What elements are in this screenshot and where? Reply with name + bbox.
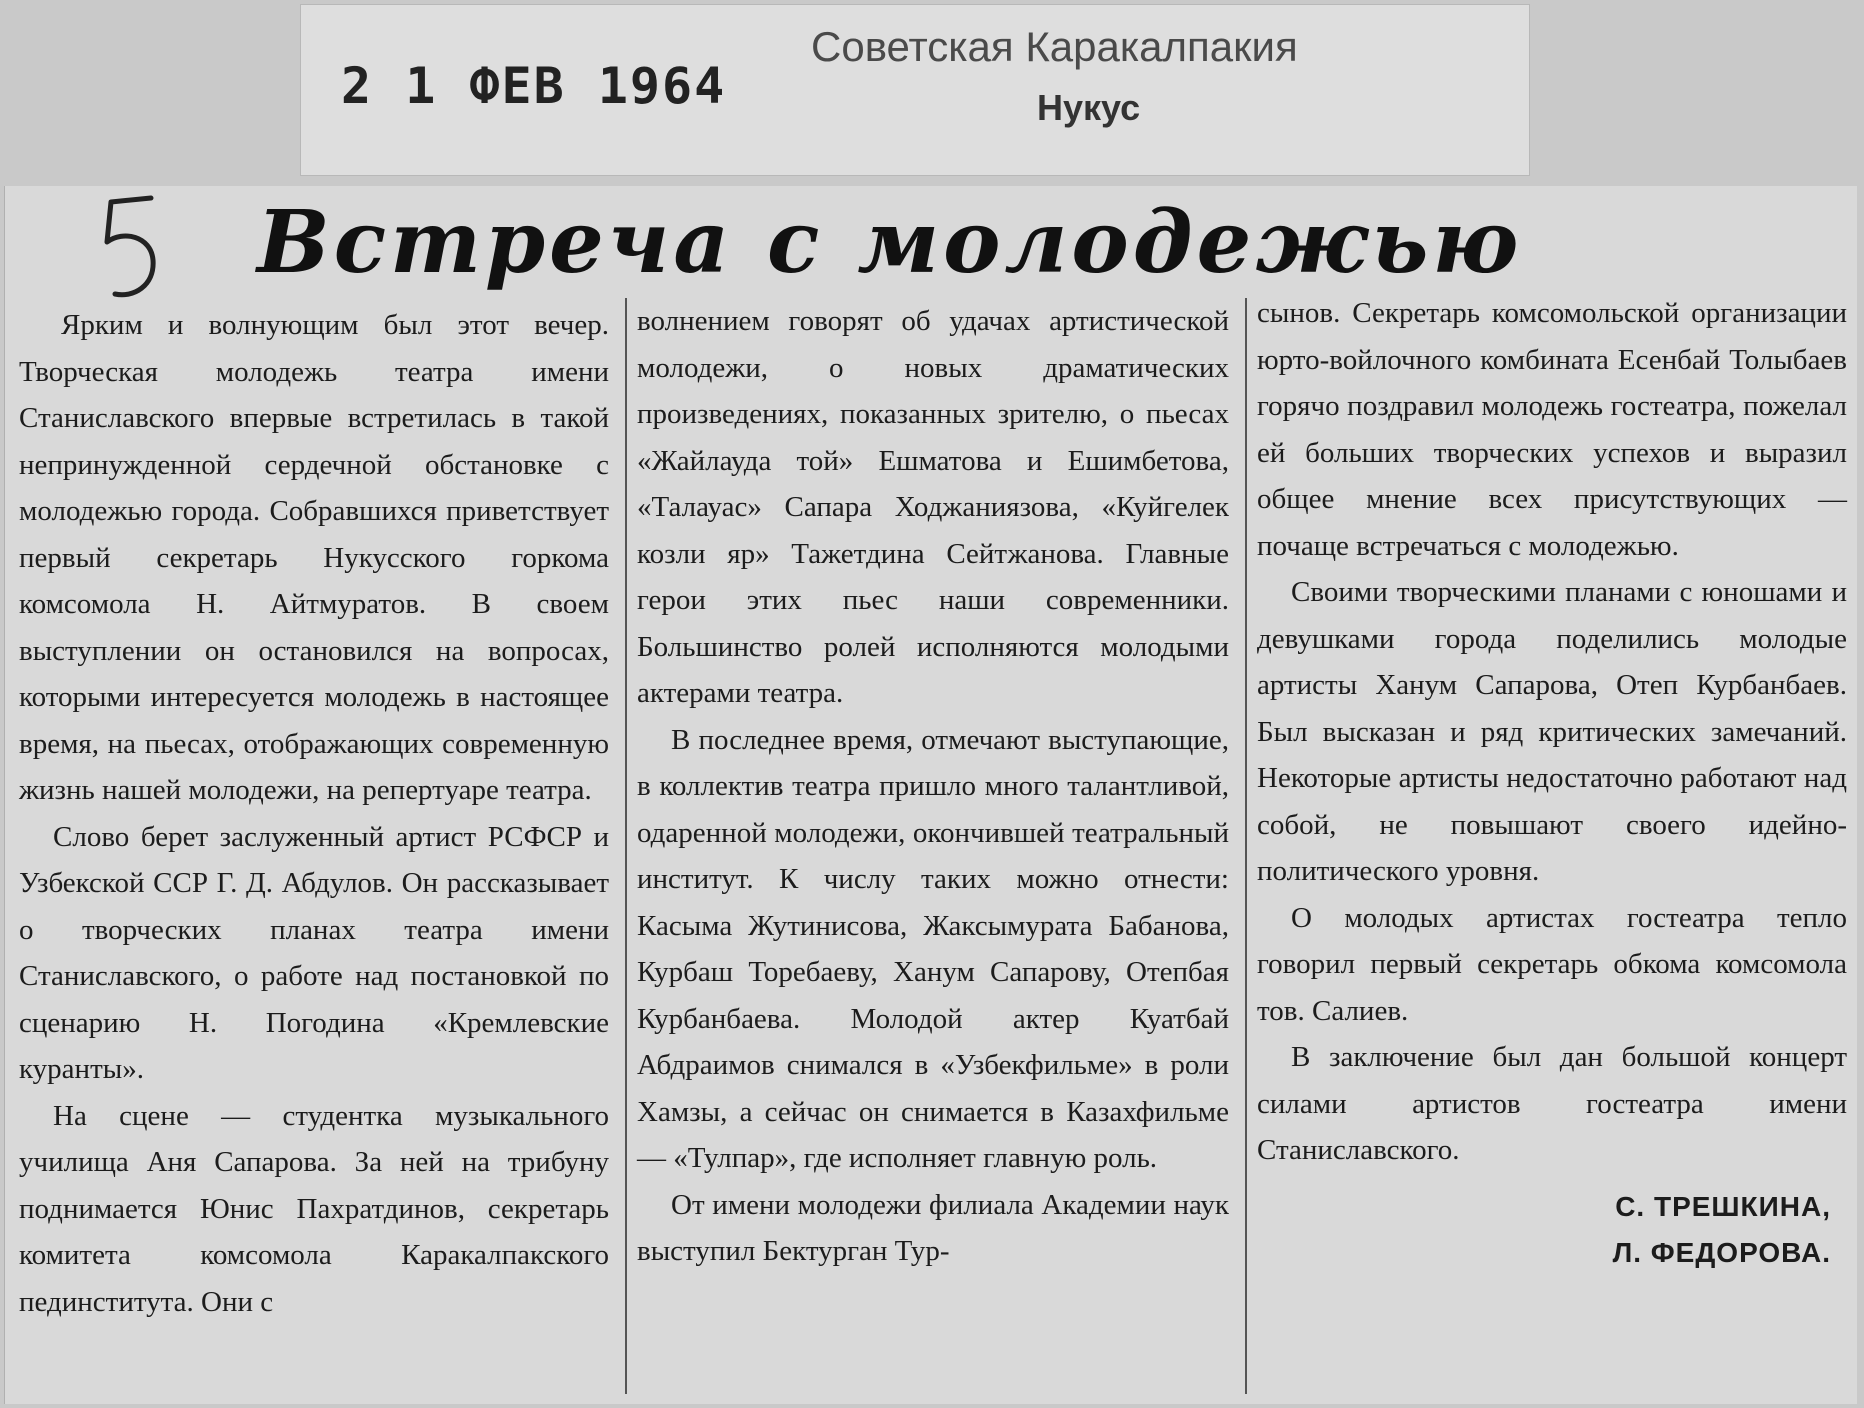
article-column-2 (637, 298, 1229, 1275)
paragraph: От имени молодежи филиала Академии наук выступил Бектурган Тур- (637, 1188, 1229, 1267)
article-headline: Встреча с молодежью (257, 192, 1523, 293)
archive-stamp (300, 4, 1530, 176)
paragraph: О молодых артистах гостеатра тепло говорил первый секретарь обкома комсомола тов. Салиев. (1257, 901, 1847, 1027)
article-column-1 (19, 302, 609, 1325)
paragraph: сынов. Секретарь комсомольской организации юрто-войлочного комбината Есенбай Толыбаев горячо поздравил молодежь гостеатра, пожелал ей больших творческих успехов и выразил общее мнение всех присутствующих — почаще встречаться с молодежью. (1257, 297, 1847, 562)
paragraph: В заключение был дан большой концерт силами артистов гостеатра имени Станиславского. (1257, 1041, 1847, 1166)
column-divider (625, 298, 627, 1394)
paragraph: волнением говорят об удачах артистической молодежи, о новых драматических произведениях, показанных зрителю, о пьесах «Жайлауда той» Ешматова и Ешимбетова, «Талауас» Сапара Ходжаниязова, «Куйгелек козли яр» Тажетдина Сейтжанова. Главные герои этих пьес наши современники. Большинство ролей исполняются молодыми актерами театра. (637, 305, 1229, 709)
stamp-newspaper-name: Советская Каракалпакия (811, 23, 1298, 70)
issue-mark-handwritten (93, 190, 173, 310)
paragraph: Слово берет заслуженный артист РСФСР и Узбекской ССР Г. Д. Абдулов. Он рассказывает о творческих планах театра имени Станиславского, о работе над постановкой по сценарию Н. Погодина «Кремлевские куранты». (19, 820, 609, 1085)
paragraph: На сцене — студентка музыкального училища Аня Сапарова. За ней на трибуну поднимается Юнис Пахратдинов, секретарь комитета комсомола Каракалпакского пединститута. Они с (19, 1099, 609, 1318)
article-column-3 (1257, 290, 1847, 1276)
stamp-date: 2 1 ФЕВ 1964 (341, 57, 727, 115)
paragraph: Своими творческими планами с юношами и девушками города поделились молодые артисты Ханум Сапарова, Отеп Курбанбаев. Был высказан и ряд критических замечаний. Некоторые артисты недостаточно работают над собой, не повышают своего идейно-политического уровня. (1257, 576, 1847, 887)
author-signature: С. ТРЕШКИНА, (1615, 1190, 1831, 1222)
stamp-city: Нукус (1037, 87, 1141, 128)
author-signature: Л. ФЕДОРОВА. (1612, 1236, 1831, 1268)
paragraph: Ярким и волнующим был этот вечер. Творческая молодежь театра имени Станиславского впервые встретилась в такой непринужденной сердечной обстановке с молодежью города. Собравшихся приветствует первый секретарь Нукусского горкома комсомола Н. Айтмуратов. В своем выступлении он остановился на вопросах, которыми интересуется молодежь в настоящее время, на пьесах, отображающих современную жизнь нашей молодежи, на репертуаре театра. (19, 309, 609, 806)
newspaper-clipping (4, 186, 1857, 1404)
column-divider (1245, 298, 1247, 1394)
paragraph: В последнее время, отмечают выступающие, в коллектив театра пришло много талантливой, одаренной молодежи, окончившей театральный институт. К числу таких можно отнести: Касыма Жутинисова, Жаксымурата Бабанова, Курбаш Торебаеву, Ханум Сапарову, Отепбая Курбанбаева. Молодой актер Куатбай Абдраимов снимался в «Узбекфильме» в роли Хамзы, а сейчас он снимается в Казахфильме — «Тулпар», где исполняет главную роль. (637, 723, 1229, 1174)
